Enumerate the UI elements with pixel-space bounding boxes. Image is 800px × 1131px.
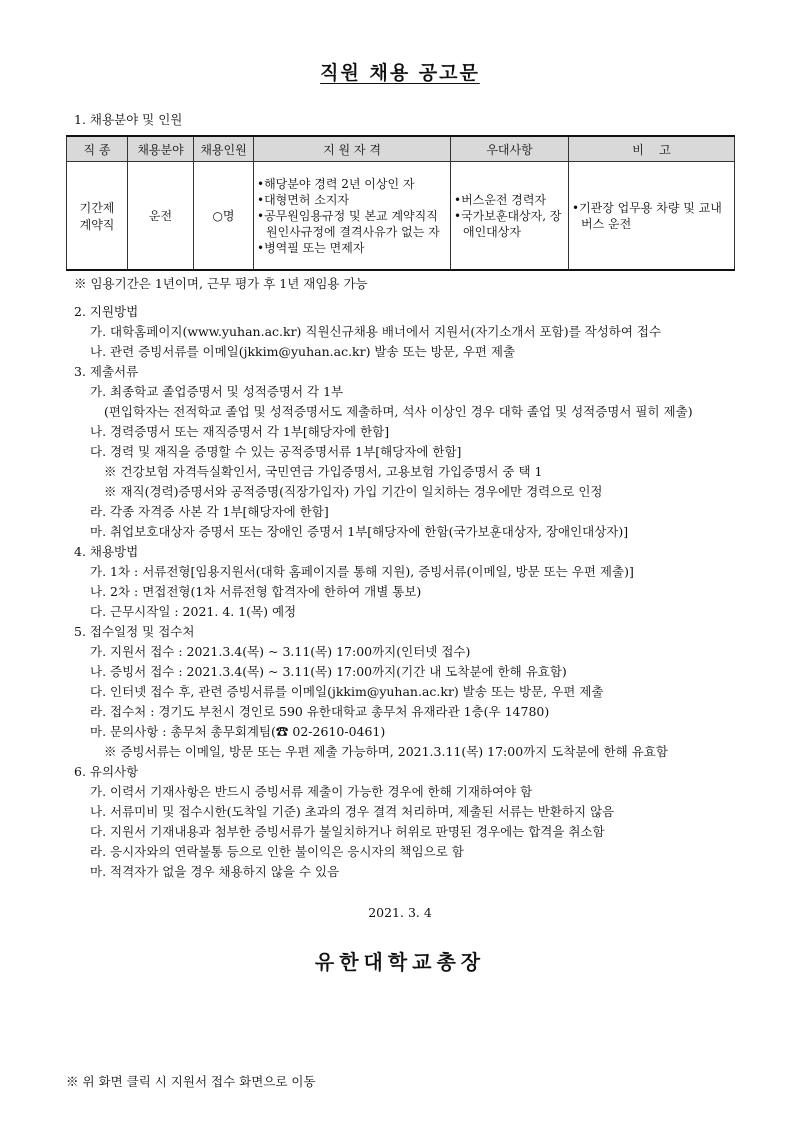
cell-field: 운전 bbox=[128, 162, 194, 271]
table-header-row bbox=[67, 136, 735, 162]
header-count: 채용인원 bbox=[194, 136, 254, 162]
schedule-note: ※ 증빙서류는 이메일, 방문 또는 우편 제출 가능하며, 2021.3.11(목) 17:00까지 도착분에 한해 유효함 bbox=[104, 744, 668, 759]
cell-count: ○명 bbox=[194, 162, 254, 271]
job-type-line-1: 기간제 bbox=[79, 200, 115, 215]
recruitment-table bbox=[66, 135, 735, 271]
signer-name: 유한대학교총장 bbox=[314, 950, 486, 974]
notice-date: 2021. 3. 4 bbox=[368, 905, 432, 920]
schedule-item: 나. 증빙서 접수 : 2021.3.4(목) ~ 3.11(목) 17:00까지(기간 내 도착분에 한해 유효함) bbox=[90, 664, 567, 679]
caution-item: 마. 적격자가 없을 경우 채용하지 않을 수 있음 bbox=[90, 864, 340, 879]
header-preferences: 우대사항 bbox=[451, 136, 569, 162]
page-title-text: 직원 채용 공고문 bbox=[320, 62, 480, 84]
apply-method-item: 가. 대학홈페이지(www.yuhan.ac.kr) 직원신규채용 배너에서 지원서(자기소개서 포함)를 작성하여 접수 bbox=[90, 324, 662, 339]
section-4-heading: 4. 채용방법 bbox=[74, 544, 139, 559]
table-row bbox=[67, 162, 735, 271]
preference-item: •국가보훈대상자, 장애인대상자 bbox=[454, 208, 562, 239]
cell-job-type bbox=[67, 162, 128, 271]
document-note: ※ 건강보험 자격득실확인서, 국민연금 가입증명서, 고용보험 가입증명서 중 택 1 bbox=[104, 464, 543, 479]
qualification-item: •공무원임용규정 및 본교 계약직직원인사규정에 결격사유가 없는 자 bbox=[257, 208, 440, 239]
schedule-item: 라. 접수처 : 경기도 부천시 경인로 590 유한대학교 총무처 유재라관 1층(우 14780) bbox=[90, 704, 550, 719]
schedule-item: 가. 지원서 접수 : 2021.3.4(목) ~ 3.11(목) 17:00까지(인터넷 접수) bbox=[90, 644, 471, 659]
selection-item: 나. 2차 : 면접전형(1차 서류전형 합격자에 한하여 개별 통보) bbox=[90, 584, 422, 599]
document-item: 나. 경력증명서 또는 재직증명서 각 1부[해당자에 한함] bbox=[90, 424, 390, 439]
cell-remarks bbox=[569, 162, 735, 271]
section-1-heading: 1. 채용분야 및 인원 bbox=[74, 112, 183, 127]
header-job-type: 직 종 bbox=[67, 136, 128, 162]
page-title bbox=[0, 58, 800, 85]
section-2-heading: 2. 지원방법 bbox=[74, 304, 139, 319]
section-3-heading: 3. 제출서류 bbox=[74, 364, 139, 379]
cell-qualifications bbox=[254, 162, 451, 271]
caution-item: 가. 이력서 기재사항은 반드시 증빙서류 제출이 가능한 경우에 한해 기재하여야 함 bbox=[90, 784, 533, 799]
apply-method-item: 나. 관련 증빙서류를 이메일(jkkim@yuhan.ac.kr) 발송 또는 방문, 우편 제출 bbox=[90, 344, 516, 359]
qualification-item: •대형면허 소지자 bbox=[257, 192, 350, 207]
footnote: ※ 위 화면 클릭 시 지원서 접수 화면으로 이동 bbox=[66, 1074, 316, 1089]
caution-item: 라. 응시자와의 연락불통 등으로 인한 불이익은 응시자의 책임으로 함 bbox=[90, 844, 464, 859]
employment-period-note: ※ 임용기간은 1년이며, 근무 평가 후 1년 재임용 가능 bbox=[74, 276, 368, 291]
caution-item: 나. 서류미비 및 접수시한(도착일 기준) 초과의 경우 결격 처리하며, 제출된 서류는 반환하지 않음 bbox=[90, 804, 615, 819]
schedule-item: 다. 인터넷 접수 후, 관련 증빙서류를 이메일(jkkim@yuhan.ac.kr) 발송 또는 방문, 우편 제출 bbox=[90, 684, 604, 699]
job-type-line-2: 계약직 bbox=[79, 217, 115, 232]
section-6-heading: 6. 유의사항 bbox=[74, 764, 139, 779]
header-field: 채용분야 bbox=[128, 136, 194, 162]
schedule-item: 마. 문의사항 : 총무처 총무회계팀(☎ 02-2610-0461) bbox=[90, 724, 386, 739]
selection-item: 가. 1차 : 서류전형[임용지원서(대학 홈페이지를 통해 지원), 증빙서류(이메일, 방문 또는 우편 제출)] bbox=[90, 564, 634, 579]
caution-item: 다. 지원서 기재내용과 첨부한 증빙서류가 불일치하거나 허위로 판명된 경우에는 합격을 취소함 bbox=[90, 824, 605, 839]
qualification-item: •해당분야 경력 2년 이상인 자 bbox=[257, 176, 415, 191]
section-5-heading: 5. 접수일정 및 접수처 bbox=[74, 624, 195, 639]
document-note: (편입학자는 전적학교 졸업 및 성적증명서도 제출하며, 석사 이상인 경우 대학 졸업 및 성적증명서 필히 제출) bbox=[104, 404, 693, 419]
preference-item: •버스운전 경력자 bbox=[454, 192, 547, 207]
selection-item: 다. 근무시작일 : 2021. 4. 1(목) 예정 bbox=[90, 604, 297, 619]
document-item: 라. 각종 자격증 사본 각 1부[해당자에 한함] bbox=[90, 504, 329, 519]
document-item: 마. 취업보호대상자 증명서 또는 장애인 증명서 1부[해당자에 한함(국가보훈대상자, 장애인대상자)] bbox=[90, 524, 629, 539]
remarks-text: •기관장 업무용 차량 및 교내 버스 운전 bbox=[572, 200, 722, 231]
document-item: 다. 경력 및 재직을 증명할 수 있는 공적증명서류 1부[해당자에 한함] bbox=[90, 444, 462, 459]
qualification-item: •병역필 또는 면제자 bbox=[257, 240, 365, 255]
header-remarks: 비 고 bbox=[569, 136, 735, 162]
document-note: ※ 재직(경력)증명서와 공적증명(직장가입자) 가입 기간이 일치하는 경우에만 경력으로 인정 bbox=[104, 484, 603, 499]
cell-preferences bbox=[451, 162, 569, 271]
header-qualifications: 지 원 자 격 bbox=[254, 136, 451, 162]
document-item: 가. 최종학교 졸업증명서 및 성적증명서 각 1부 bbox=[90, 384, 344, 399]
